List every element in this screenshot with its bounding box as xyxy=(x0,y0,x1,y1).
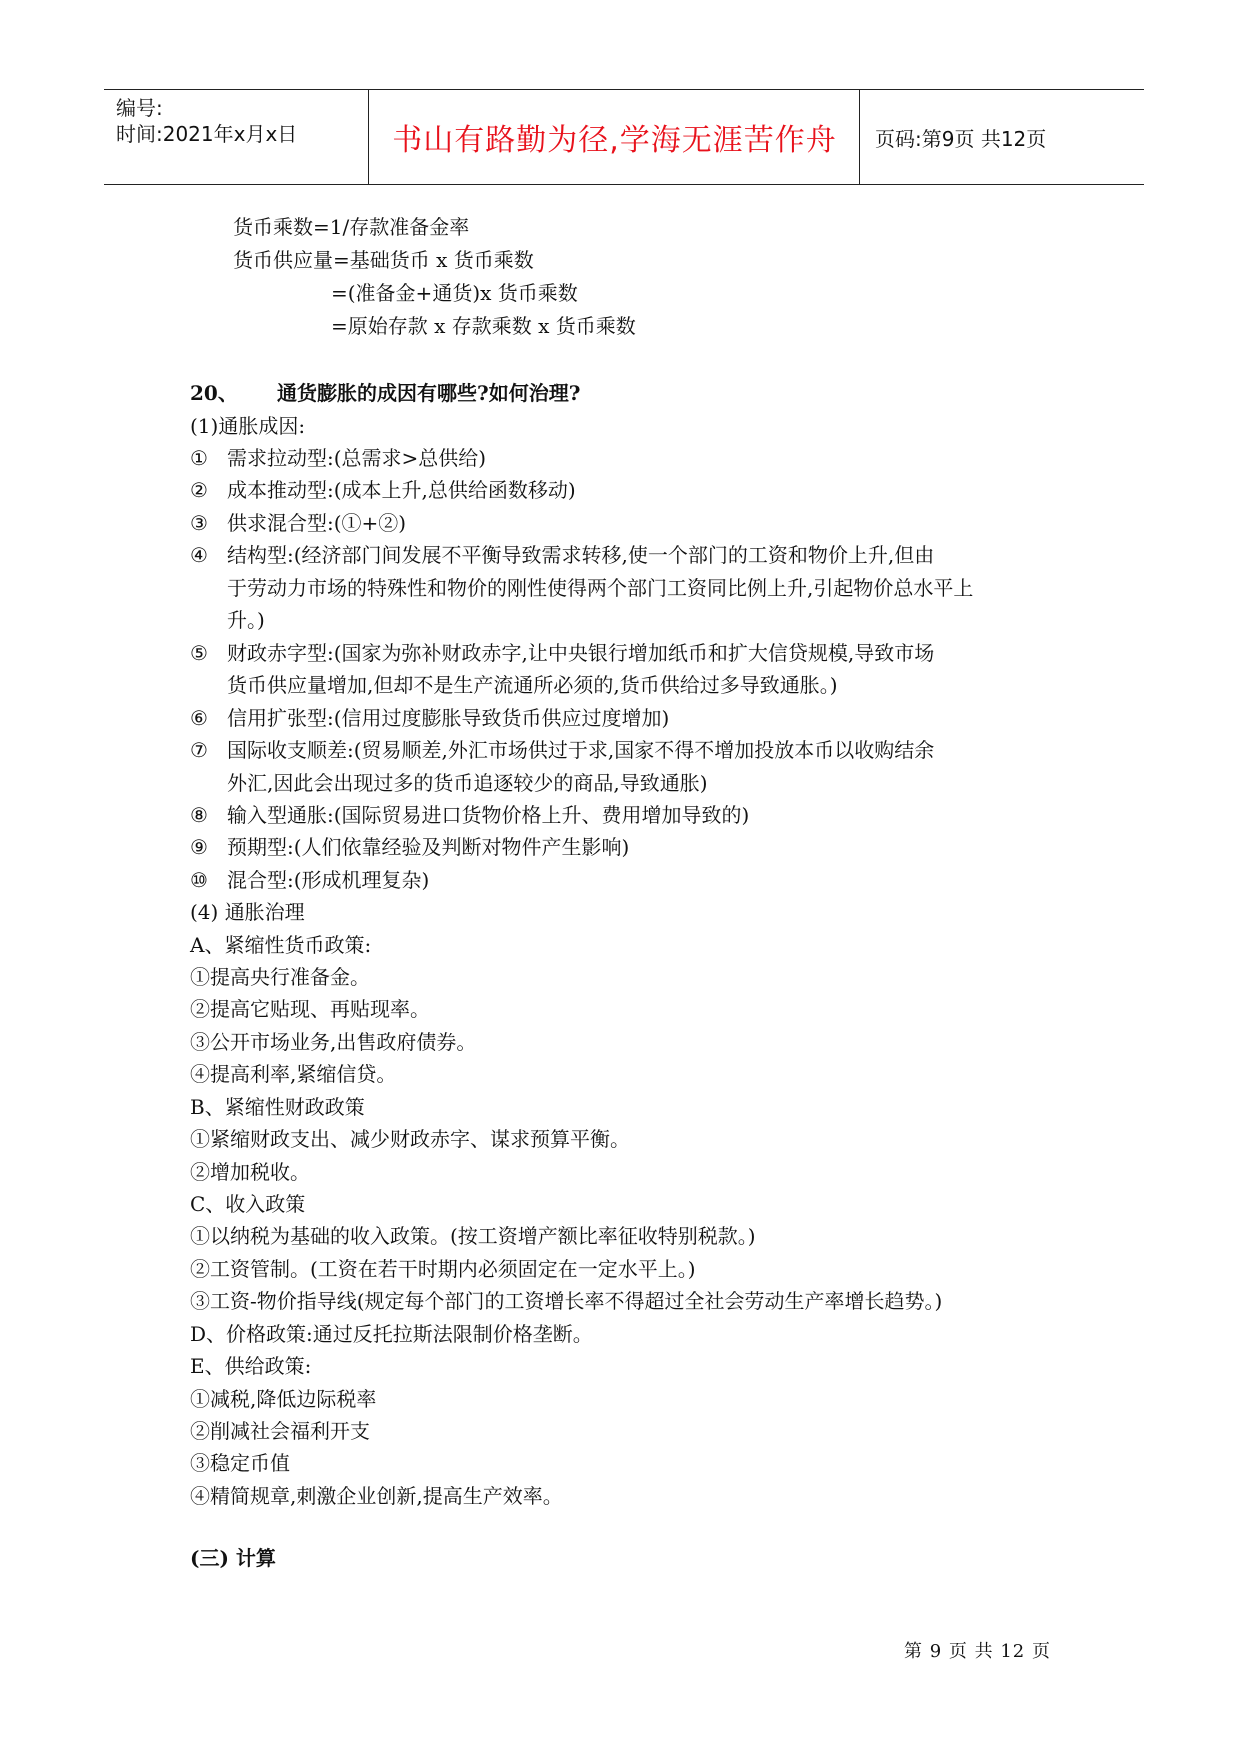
list-item-marker: ⑨ xyxy=(190,835,208,859)
document-number-label: 编号: xyxy=(116,96,163,120)
list-item-continuation: 外汇,因此会出现过多的货币追逐较少的商品,导致通胀) xyxy=(227,771,708,795)
governance-line: ②提高它贴现、再贴现率。 xyxy=(190,997,430,1021)
header-motto-cell xyxy=(370,90,860,184)
header-right-cell xyxy=(861,90,1144,184)
governance-line: ④提高利率,紧缩信贷。 xyxy=(190,1062,397,1086)
list-item-continuation: 升。) xyxy=(227,608,265,632)
list-item-marker: ④ xyxy=(190,543,208,567)
list-item-marker: ① xyxy=(190,446,208,470)
governance-line: ③稳定币值 xyxy=(190,1451,290,1475)
page-footer: 第 9 页 共 12 页 xyxy=(904,1641,1051,1662)
governance-line: ②工资管制。(工资在若干时期内必须固定在一定水平上。) xyxy=(190,1257,696,1281)
formula-line: =原始存款 x 存款乘数 x 货币乘数 xyxy=(331,314,636,338)
list-item: 需求拉动型:(总需求>总供给) xyxy=(227,446,487,470)
list-item: 混合型:(形成机理复杂) xyxy=(227,868,430,892)
governance-line: ②增加税收。 xyxy=(190,1160,310,1184)
list-item-continuation: 货币供应量增加,但却不是生产流通所必须的,货币供给过多导致通胀。) xyxy=(227,673,838,697)
causes-heading: (1)通胀成因: xyxy=(190,414,306,438)
list-item-marker: ② xyxy=(190,478,208,502)
list-item-marker: ⑧ xyxy=(190,803,208,827)
list-item: 结构型:(经济部门间发展不平衡导致需求转移,使一个部门的工资和物价上升,但由 xyxy=(227,543,935,567)
governance-line: A、紧缩性货币政策: xyxy=(190,933,372,957)
page-header xyxy=(104,89,1144,185)
governance-heading: (4) 通胀治理 xyxy=(190,900,305,924)
question-number: 20、 xyxy=(190,381,238,405)
list-item: 成本推动型:(成本上升,总供给函数移动) xyxy=(227,478,576,502)
governance-line: ①以纳税为基础的收入政策。(按工资增产额比率征收特别税款。) xyxy=(190,1224,756,1248)
list-item: 供求混合型:(①+②) xyxy=(227,511,407,535)
document-time-label: 时间:2021年x月x日 xyxy=(116,122,298,146)
governance-line: C、收入政策 xyxy=(190,1192,306,1216)
governance-line: E、供给政策: xyxy=(190,1354,312,1378)
header-page-label: 页码:第9页 共12页 xyxy=(875,126,1047,151)
list-item-marker: ⑤ xyxy=(190,641,208,665)
governance-line: ①提高央行准备金。 xyxy=(190,965,370,989)
governance-line: D、价格政策:通过反托拉斯法限制价格垄断。 xyxy=(190,1322,593,1346)
list-item-marker: ⑩ xyxy=(190,868,208,892)
header-left-cell xyxy=(104,90,369,184)
header-motto: 书山有路勤为径,学海无涯苦作舟 xyxy=(392,123,837,158)
question-title: 通货膨胀的成因有哪些?如何治理? xyxy=(277,381,581,405)
governance-line: ①减税,降低边际税率 xyxy=(190,1387,377,1411)
formula-line: =(准备金+通货)x 货币乘数 xyxy=(331,281,578,305)
governance-line: ③公开市场业务,出售政府债券。 xyxy=(190,1030,477,1054)
list-item: 财政赤字型:(国家为弥补财政赤字,让中央银行增加纸币和扩大信贷规模,导致市场 xyxy=(227,641,935,665)
governance-line: B、紧缩性财政政策 xyxy=(190,1095,365,1119)
governance-line: ①紧缩财政支出、减少财政赤字、谋求预算平衡。 xyxy=(190,1127,630,1151)
formula-line: 货币乘数=1/存款准备金率 xyxy=(233,215,470,239)
list-item: 信用扩张型:(信用过度膨胀导致货币供应过度增加) xyxy=(227,706,670,730)
list-item-marker: ③ xyxy=(190,511,208,535)
list-item-marker: ⑥ xyxy=(190,706,208,730)
list-item-marker: ⑦ xyxy=(190,738,208,762)
list-item: 国际收支顺差:(贸易顺差,外汇市场供过于求,国家不得不增加投放本币以收购结余 xyxy=(227,738,935,762)
governance-line: ④精简规章,刺激企业创新,提高生产效率。 xyxy=(190,1484,563,1508)
formula-line: 货币供应量=基础货币 x 货币乘数 xyxy=(233,248,534,272)
section-heading: (三) 计算 xyxy=(190,1546,276,1570)
list-item: 输入型通胀:(国际贸易进口货物价格上升、费用增加导致的) xyxy=(227,803,750,827)
list-item-continuation: 于劳动力市场的特殊性和物价的刚性使得两个部门工资同比例上升,引起物价总水平上 xyxy=(227,576,974,600)
governance-line: ③工资-物价指导线(规定每个部门的工资增长率不得超过全社会劳动生产率增长趋势。) xyxy=(190,1289,943,1313)
governance-line: ②削减社会福利开支 xyxy=(190,1419,370,1443)
list-item: 预期型:(人们依靠经验及判断对物件产生影响) xyxy=(227,835,630,859)
